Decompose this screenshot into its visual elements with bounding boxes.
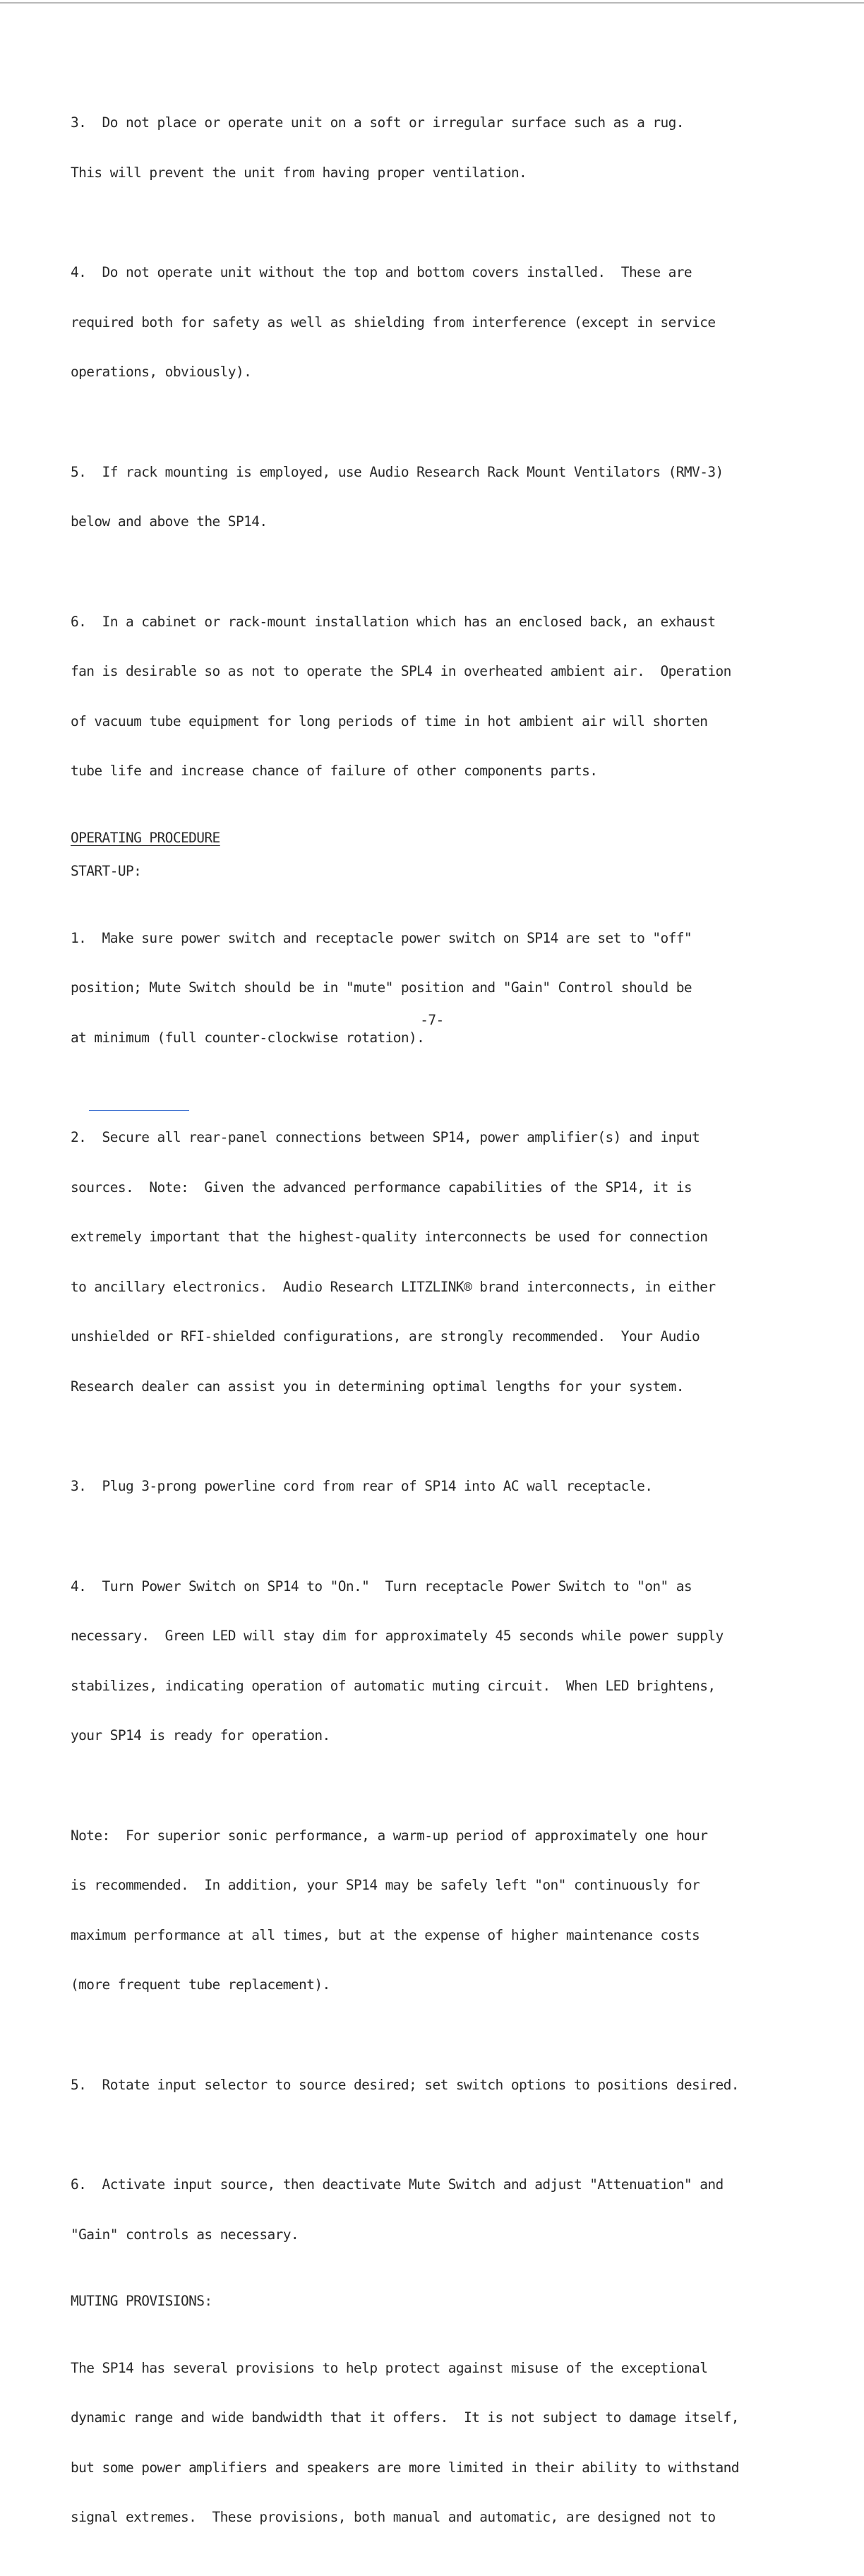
text-line: of vacuum tube equipment for long periods of time in hot ambient air will shorten <box>71 712 708 729</box>
text-line: 6. Activate input source, then deactivate Mute Switch and adjust "Attenuation" and <box>71 2176 724 2193</box>
text-line: 4. Turn Power Switch on SP14 to "On." Turn receptacle Power Switch to "on" as <box>71 1578 692 1594</box>
startup-step-5 <box>71 2044 798 2127</box>
text-line: sources. Note: Given the advanced performance capabilities of the SP14, it is <box>71 1179 692 1195</box>
startup-step-1 <box>71 897 798 1080</box>
paragraph-3 <box>71 81 798 214</box>
startup-step-6 <box>71 2143 798 2276</box>
text-line: extremely important that the highest-quality interconnects be used for connection <box>71 1229 708 1245</box>
text-line: Research dealer can assist you in determining optimal lengths for your system. <box>71 1378 684 1395</box>
warm-up-note <box>71 1794 798 2027</box>
text-line: necessary. Green LED will stay dim for approximately 45 seconds while power supply <box>71 1628 724 1644</box>
text-line: tube life and increase chance of failure of other components parts. <box>71 763 598 779</box>
text-line: your SP14 is ready for operation. <box>71 1727 330 1743</box>
muting-paragraph <box>71 2327 798 2559</box>
text-line: 1. Make sure power switch and receptacle power switch on SP14 are set to "off" <box>71 929 692 946</box>
text-line: This will prevent the unit from having proper ventilation. <box>71 164 527 181</box>
text-line: is recommended. In addition, your SP14 may be safely left "on" continuously for <box>71 1877 700 1893</box>
text-line: at minimum (full counter-clockwise rotation). <box>71 1029 425 1046</box>
text-line: fan is desirable so as not to operate the SPL4 in overheated ambient air. Operation <box>71 663 731 679</box>
text-line: 3. Do not place or operate unit on a soft or irregular surface such as a rug. <box>71 114 684 131</box>
text-line: operations, obviously). <box>71 364 252 380</box>
startup-step-3 <box>71 1445 798 1528</box>
text-line: 5. Rotate input selector to source desired; set switch options to positions desired. <box>71 2076 739 2093</box>
bottom-margin-line <box>89 1110 189 1111</box>
text-line: The SP14 has several provisions to help protect against misuse of the exceptional <box>71 2359 708 2376</box>
top-border-line <box>0 2 864 4</box>
text-line: to ancillary electronics. Audio Research LITZLINK® brand interconnects, in either <box>71 1278 716 1295</box>
text-line: but some power amplifiers and speakers are more limited in their ability to withstand <box>71 2459 739 2476</box>
paragraph-5 <box>71 431 798 564</box>
section-title: OPERATING PROCEDURE <box>71 829 220 846</box>
paragraph-4 <box>71 231 798 414</box>
text-line: stabilizes, indicating operation of automatic muting circuit. When LED brightens, <box>71 1677 716 1694</box>
startup-step-4 <box>71 1545 798 1777</box>
text-line: unshielded or RFI-shielded configurations, are strongly recommended. Your Audio <box>71 1328 700 1344</box>
text-line: dynamic range and wide bandwidth that it offers. It is not subject to damage itself, <box>71 2409 739 2426</box>
text-line: position; Mute Switch should be in "mute" position and "Gain" Control should be <box>71 979 692 996</box>
text-line: required both for safety as well as shielding from interference (except in service <box>71 314 716 330</box>
text-line: 5. If rack mounting is employed, use Audio Research Rack Mount Ventilators (RMV-3) <box>71 463 724 480</box>
page-number: -7- <box>420 1012 444 1028</box>
text-line: (more frequent tube replacement). <box>71 1976 330 1993</box>
muting-provisions-heading: MUTING PROVISIONS: <box>71 2293 212 2309</box>
text-line: 2. Secure all rear-panel connections between SP14, power amplifier(s) and input <box>71 1129 700 1145</box>
operating-procedure-heading <box>71 830 798 847</box>
text-line: below and above the SP14. <box>71 513 268 530</box>
text-line: Note: For superior sonic performance, a warm-up period of approximately one hour <box>71 1827 708 1844</box>
paragraph-6 <box>71 580 798 813</box>
startup-heading: START-UP: <box>71 863 142 879</box>
text-line: maximum performance at all times, but at the expense of higher maintenance costs <box>71 1926 700 1943</box>
text-line: 3. Plug 3-prong powerline cord from rear of SP14 into AC wall receptacle. <box>71 1478 653 1494</box>
text-line: "Gain" controls as necessary. <box>71 2226 299 2243</box>
document-page <box>71 81 798 2576</box>
startup-step-2 <box>71 1096 798 1428</box>
text-line: signal extremes. These provisions, both manual and automatic, are designed not to <box>71 2509 716 2525</box>
text-line: 6. In a cabinet or rack-mount installation which has an enclosed back, an exhaust <box>71 613 716 630</box>
text-line: 4. Do not operate unit without the top and bottom covers installed. These are <box>71 264 692 280</box>
